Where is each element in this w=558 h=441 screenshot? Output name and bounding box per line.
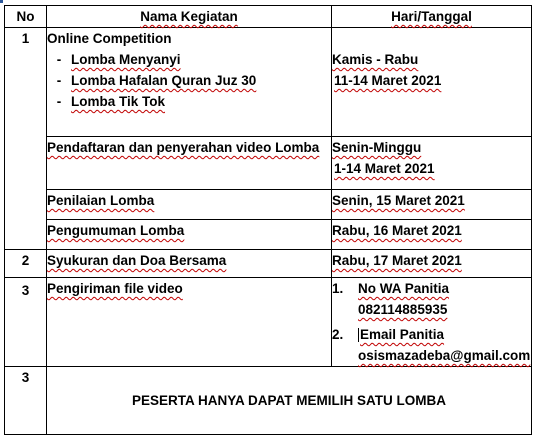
table-row: [5, 190, 532, 220]
online-competition-date: Kamis - Rabu 11-14 Maret 2021: [332, 28, 532, 137]
list-item: - Lomba Menyanyi: [56, 52, 181, 67]
notice-cell: PESERTA HANYA DAPAT MEMILIH SATU LOMBA: [47, 367, 532, 435]
thanksgiving-cell: Syukuran dan Doa Bersama: [47, 250, 332, 278]
list-item: - Lomba Hafalan Quran Juz 30: [56, 73, 257, 88]
row-number: 3: [5, 367, 47, 435]
list-item: 1. No WA Panitia: [332, 281, 450, 296]
online-competition-title: Online Competition: [47, 31, 172, 46]
list-item: - Lomba Tik Tok: [56, 94, 166, 109]
schedule-table: [4, 5, 532, 435]
table-header-row: [5, 6, 532, 28]
row-number: 2: [5, 250, 47, 278]
header-kegiatan: Nama Kegiatan: [47, 6, 332, 28]
row-number: 3: [5, 278, 47, 367]
text-cursor: [358, 328, 359, 342]
list-item: 2. Email Panitia: [332, 327, 445, 342]
registration-date: Senin-Minggu 1-14 Maret 2021: [332, 137, 532, 190]
table-row: [5, 28, 532, 137]
assessment-cell: Penilaian Lomba: [47, 190, 332, 220]
contact-cell: [332, 278, 532, 367]
announcement-date: Rabu, 16 Maret 2021: [332, 220, 532, 250]
whatsapp-number: 082114885935: [358, 302, 448, 317]
table-row: [5, 278, 532, 367]
table-row: [5, 367, 532, 435]
online-competition-cell: [47, 28, 332, 137]
announcement-cell: Pengumuman Lomba: [47, 220, 332, 250]
assessment-date: Senin, 15 Maret 2021: [332, 190, 532, 220]
email-address: osismazadeba@gmail.com: [358, 348, 531, 363]
table-row: [5, 250, 532, 278]
registration-cell: Pendaftaran dan penyerahan video Lomba: [47, 137, 332, 190]
video-submission-cell: Pengiriman file video: [47, 278, 332, 367]
header-hari: Hari/Tanggal: [332, 6, 532, 28]
thanksgiving-date: Rabu, 17 Maret 2021: [332, 250, 532, 278]
header-no: No: [5, 6, 47, 28]
row-number: 1: [5, 28, 47, 250]
table-row: [5, 220, 532, 250]
table-row: [5, 137, 532, 190]
selection-handle[interactable]: [0, 0, 3, 3]
